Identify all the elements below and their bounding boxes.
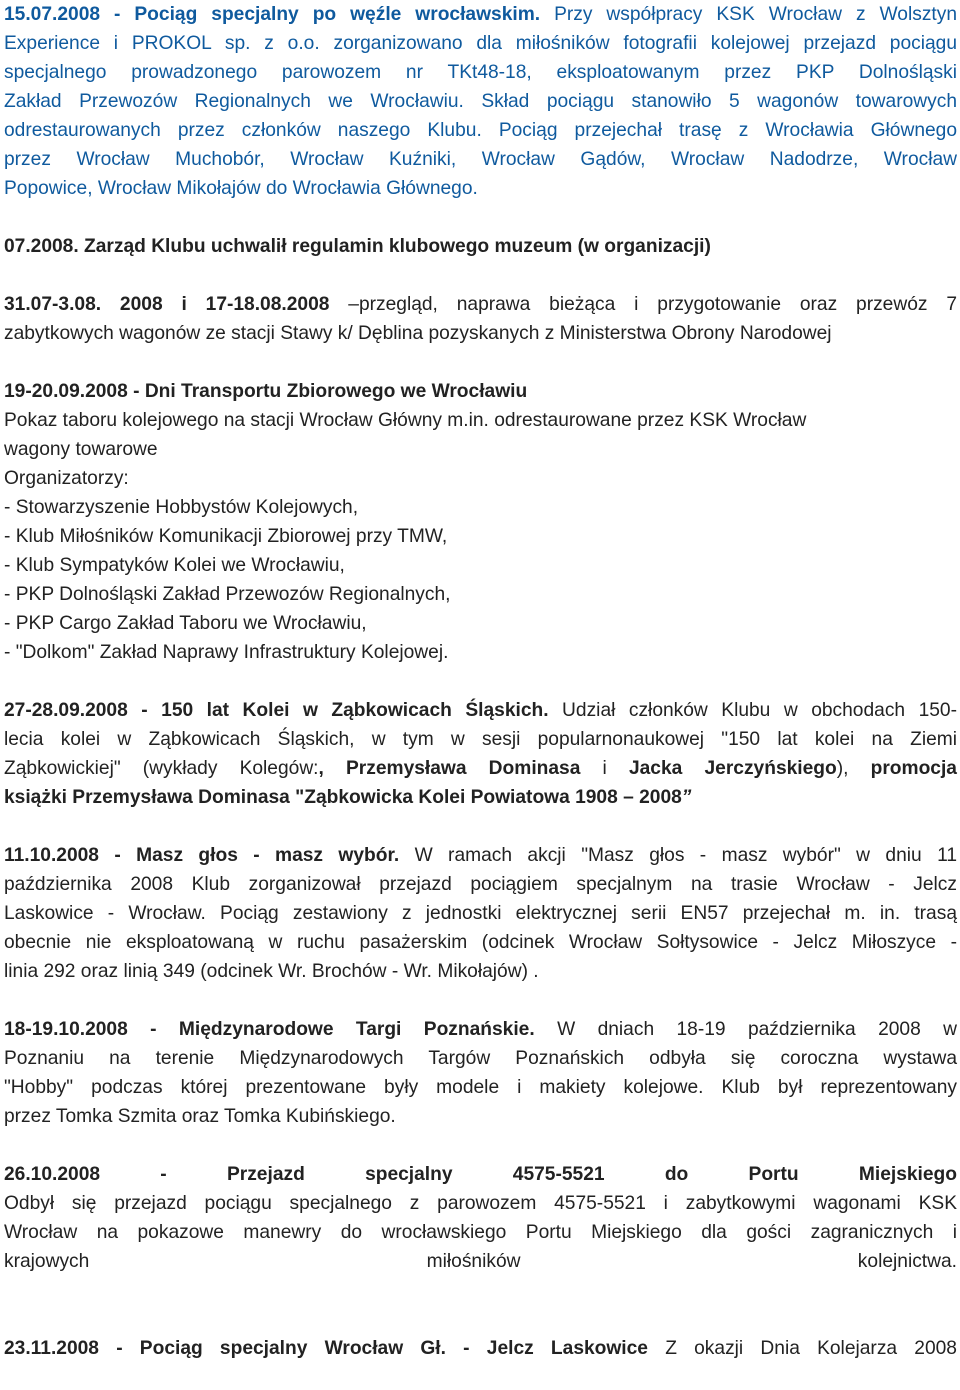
- text-line: Wrocław na pokazowe manewry do wrocławskiego Portu Miejskiego dla gości zagranicznych i: [4, 1222, 957, 1243]
- text-span: Przy współpracy KSK Wrocław z Wolsztyn: [540, 4, 958, 25]
- entry-heading: 31.07-3.08. 2008 i 17-18.08.2008: [4, 294, 330, 315]
- text-line: Pokaz taboru kolejowego na stacji Wrocław Główny m.in. odrestaurowane przez KSK Wrocław: [4, 410, 807, 431]
- text-span: Udział członków Klubu w obchodach 150-: [548, 700, 957, 721]
- text-span: Skład pociągu stanowiło 5 wagonów towarowych: [463, 91, 957, 112]
- text-line: "Hobby" podczas której prezentowane były modele i makiety kolejowe. Klub był reprezentowany: [4, 1077, 957, 1098]
- text-line: [4, 1334, 957, 1363]
- text-line: Popowice, Wrocław Mikołajów do Wrocławia Głównego.: [4, 178, 478, 199]
- text-line: wagony towarowe: [4, 439, 158, 460]
- text-line: [4, 0, 957, 29]
- entry-heading: 15.07.2008 - Pociąg specjalny po węźle wrocławskim.: [4, 4, 541, 25]
- text-line: przez Tomka Szmita oraz Tomka Kubińskiego.: [4, 1106, 396, 1127]
- text-span: książki Przemysława Dominasa "Ząbkowicka Kolei Powiatowa 1908 – 2008: [4, 787, 682, 808]
- entry-heading: 27-28.09.2008 - 150 lat Kolei w Ząbkowicach Śląskich.: [4, 700, 549, 721]
- text-span: W ramach akcji "Masz głos - masz wybór" w dniu 11: [399, 845, 957, 866]
- text-span: Pociąg przejechał trasę z Wrocławia Głównego: [481, 120, 957, 141]
- text-line: lecia kolei w Ząbkowicach Śląskich, w tym w sesji popularnonaukowej "150 lat kolei na Ziemi: [4, 729, 957, 750]
- text-line: [4, 754, 957, 783]
- text-line: [4, 290, 957, 319]
- text-line: [4, 783, 957, 812]
- text-line: zabytkowych wagonów ze stacji Stawy k/ Dęblina pozyskanych z Ministerstwa Obrony Narodowej: [4, 323, 832, 344]
- text-span: Zakład Przewozów Regionalnych we Wrocławiu.: [4, 91, 464, 112]
- text-line: [4, 87, 957, 116]
- organizer-item: - PKP Dolnośląski Zakład Przewozów Regionalnych,: [4, 584, 451, 605]
- text-line: [4, 116, 957, 145]
- entry-heading: 26.10.2008 - Przejazd specjalny 4575-5521 do Portu Miejskiego: [4, 1164, 957, 1185]
- text-line: krajowych miłośników kolejnictwa.: [4, 1251, 957, 1272]
- text-span: zorganizowano dla miłośników fotografii kolejowej przejazd pociągu: [319, 33, 957, 54]
- organizer-item: - PKP Cargo Zakład Taboru we Wrocławiu,: [4, 613, 367, 634]
- text-span: Ząbkowickiej" (wykłady Kolegów:: [4, 758, 319, 779]
- text-span: , Przemysława Dominasa: [318, 758, 581, 779]
- text-line: [4, 696, 957, 725]
- organizer-item: - Klub Sympatyków Kolei we Wrocławiu,: [4, 555, 345, 576]
- entry-heading: 19-20.09.2008 - Dni Transportu Zbiorowego we Wrocławiu: [4, 381, 528, 402]
- text-span: –przegląd, naprawa bieżąca i przygotowanie oraz przewóz 7: [329, 294, 958, 315]
- organizer-item: - "Dolkom" Zakład Naprawy Infrastruktury Kolejowej.: [4, 642, 449, 663]
- organizer-item: - Stowarzyszenie Hobbystów Kolejowych,: [4, 497, 359, 518]
- text-span: W dniach 18-19 października 2008 w: [534, 1019, 958, 1040]
- entry-heading: 11.10.2008 - Masz głos - masz wybór.: [4, 845, 400, 866]
- text-line: specjalnego prowadzonego parowozem nr TKt48-18, eksploatowanym przez PKP Dolnośląski: [4, 62, 957, 83]
- text-line: obecnie nie eksploatowaną w ruchu pasażerskim (odcinek Wrocław Sołtysowice - Jelcz Miłoszyce -: [4, 932, 957, 953]
- text-span: promocja: [870, 758, 957, 779]
- text-line: Organizatorzy:: [4, 468, 129, 489]
- text-span: Experience i PROKOL sp. z o.o.: [4, 33, 320, 54]
- text-line: Odbył się przejazd pociągu specjalnego z parowozem 4575-5521 i zabytkowymi wagonami KSK: [4, 1193, 957, 1214]
- text-line: przez Wrocław Muchobór, Wrocław Kuźniki, Wrocław Gądów, Wrocław Nadodrze, Wrocław: [4, 149, 957, 170]
- text-span: Jacka Jerczyńskiego: [628, 758, 837, 779]
- text-line: Laskowice - Wrocław. Pociąg zestawiony z jednostki elektrycznej serii EN57 przejechał m. in. trasą: [4, 903, 957, 924]
- organizer-item: - Klub Miłośników Komunikacji Zbiorowej przy TMW,: [4, 526, 448, 547]
- text-line: Poznaniu na terenie Międzynarodowych Targów Poznańskich odbyła się coroczna wystawa: [4, 1048, 957, 1069]
- entry-heading: 18-19.10.2008 - Międzynarodowe Targi Poznańskie.: [4, 1019, 535, 1040]
- entry-heading: 07.2008. Zarząd Klubu uchwalił regulamin klubowego muzeum (w organizacji): [4, 236, 711, 257]
- text-line: [4, 841, 957, 870]
- text-span: ”: [681, 787, 692, 808]
- text-line: [4, 1015, 957, 1044]
- text-line: linia 292 oraz linią 349 (odcinek Wr. Brochów - Wr. Mikołajów) .: [4, 961, 539, 982]
- text-span: ),: [836, 758, 871, 779]
- text-span: odrestaurowanych przez członków naszego Klubu.: [4, 120, 482, 141]
- text-span: Z okazji Dnia Kolejarza 2008: [647, 1338, 957, 1359]
- text-span: i: [580, 758, 629, 779]
- entry-heading: 23.11.2008 - Pociąg specjalny Wrocław Gł. - Jelcz Laskowice: [4, 1338, 648, 1359]
- text-line: października 2008 Klub zorganizował przejazd pociągiem specjalnym na trasie Wrocław - Jelcz: [4, 874, 957, 895]
- text-line: [4, 29, 957, 58]
